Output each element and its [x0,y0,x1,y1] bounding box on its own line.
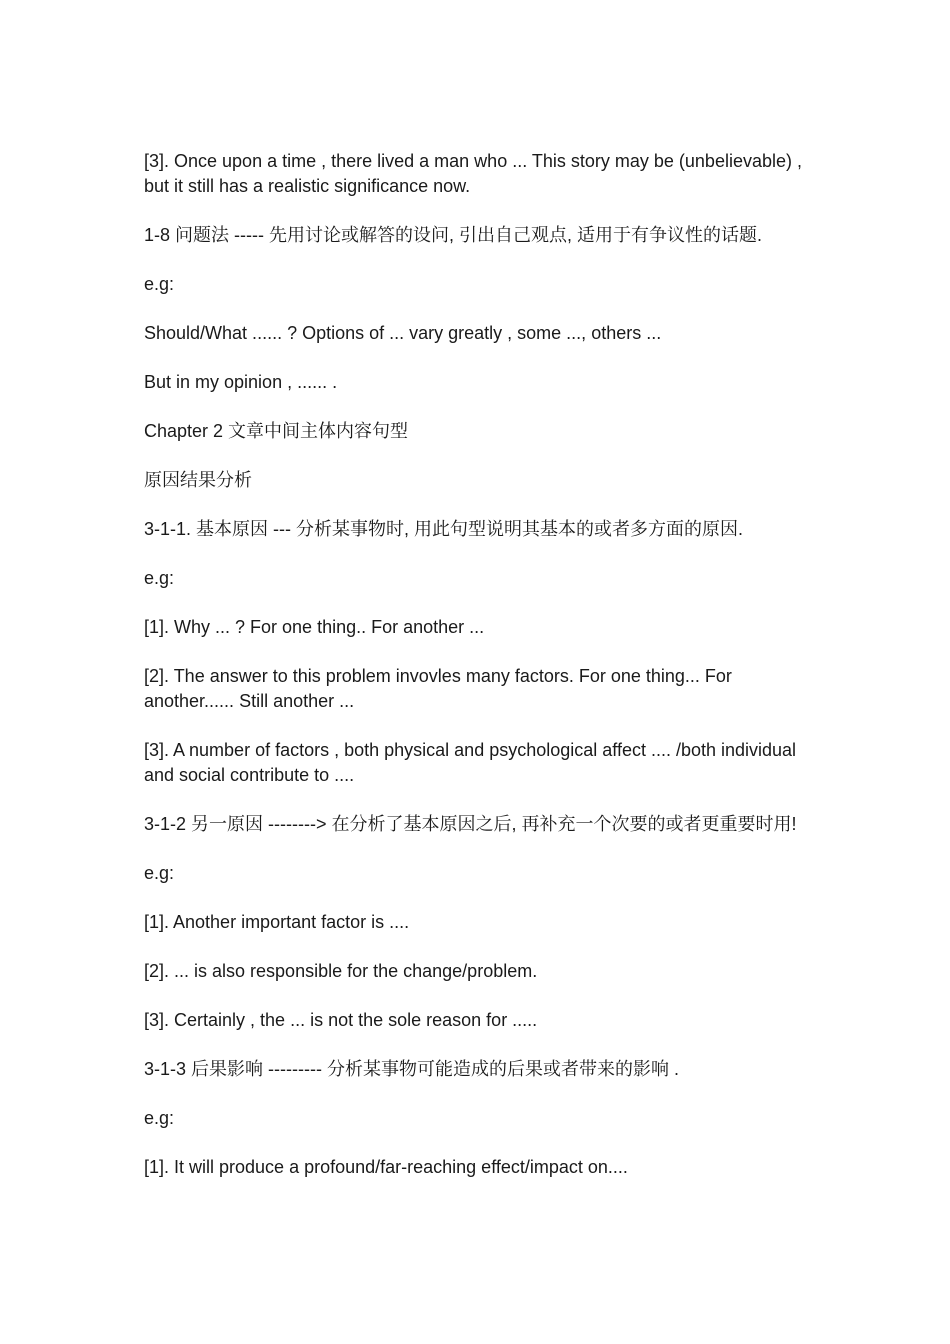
example-label: e.g: [144,274,175,294]
example-sentence: [1]. It will produce a profound/far-reaching effect/impact on.... [144,1157,628,1177]
example-label: e.g: [144,863,175,883]
story-example-paragraph: [3]. Once upon a time , there lived a man who ... This story may be (unbelievable) , but it still has a realistic significance now. [144,151,802,196]
subsection-heading: 原因结果分析 [144,470,252,490]
example-sentence: [1]. Another important factor is .... [144,912,410,932]
chapter-heading: Chapter 2 文章中间主体内容句型 [144,421,409,441]
example-sentence: [2]. ... is also responsible for the change/problem. [144,961,538,981]
example-sentence: But in my opinion , ...... . [144,372,338,392]
example-sentence: [3]. A number of factors , both physical and psychological affect .... /both individual and social contribute to .... [144,740,797,785]
example-sentence: [1]. Why ... ? For one thing.. For another ... [144,617,485,637]
example-sentence: [2]. The answer to this problem invovles many factors. For one thing... For another...... Still another ... [144,666,732,711]
example-sentence: [3]. Certainly , the ... is not the sole reason for ..... [144,1010,538,1030]
section-heading-basic-reason: 3-1-1. 基本原因 --- 分析某事物时, 用此句型说明其基本的或者多方面的原因. [144,519,744,539]
section-heading-consequences: 3-1-3 后果影响 --------- 分析某事物可能造成的后果或者带来的影响 . [144,1059,679,1079]
document-body [144,149,809,1204]
example-label: e.g: [144,568,175,588]
section-heading-question-method: 1-8 问题法 ----- 先用讨论或解答的设问, 引出自己观点, 适用于有争议性的话题. [144,225,762,245]
example-label: e.g: [144,1108,175,1128]
example-sentence: Should/What ...... ? Options of ... vary greatly , some ..., others ... [144,323,662,343]
section-heading-another-reason: 3-1-2 另一原因 --------> 在分析了基本原因之后, 再补充一个次要的或者更重要时用! [144,814,797,834]
